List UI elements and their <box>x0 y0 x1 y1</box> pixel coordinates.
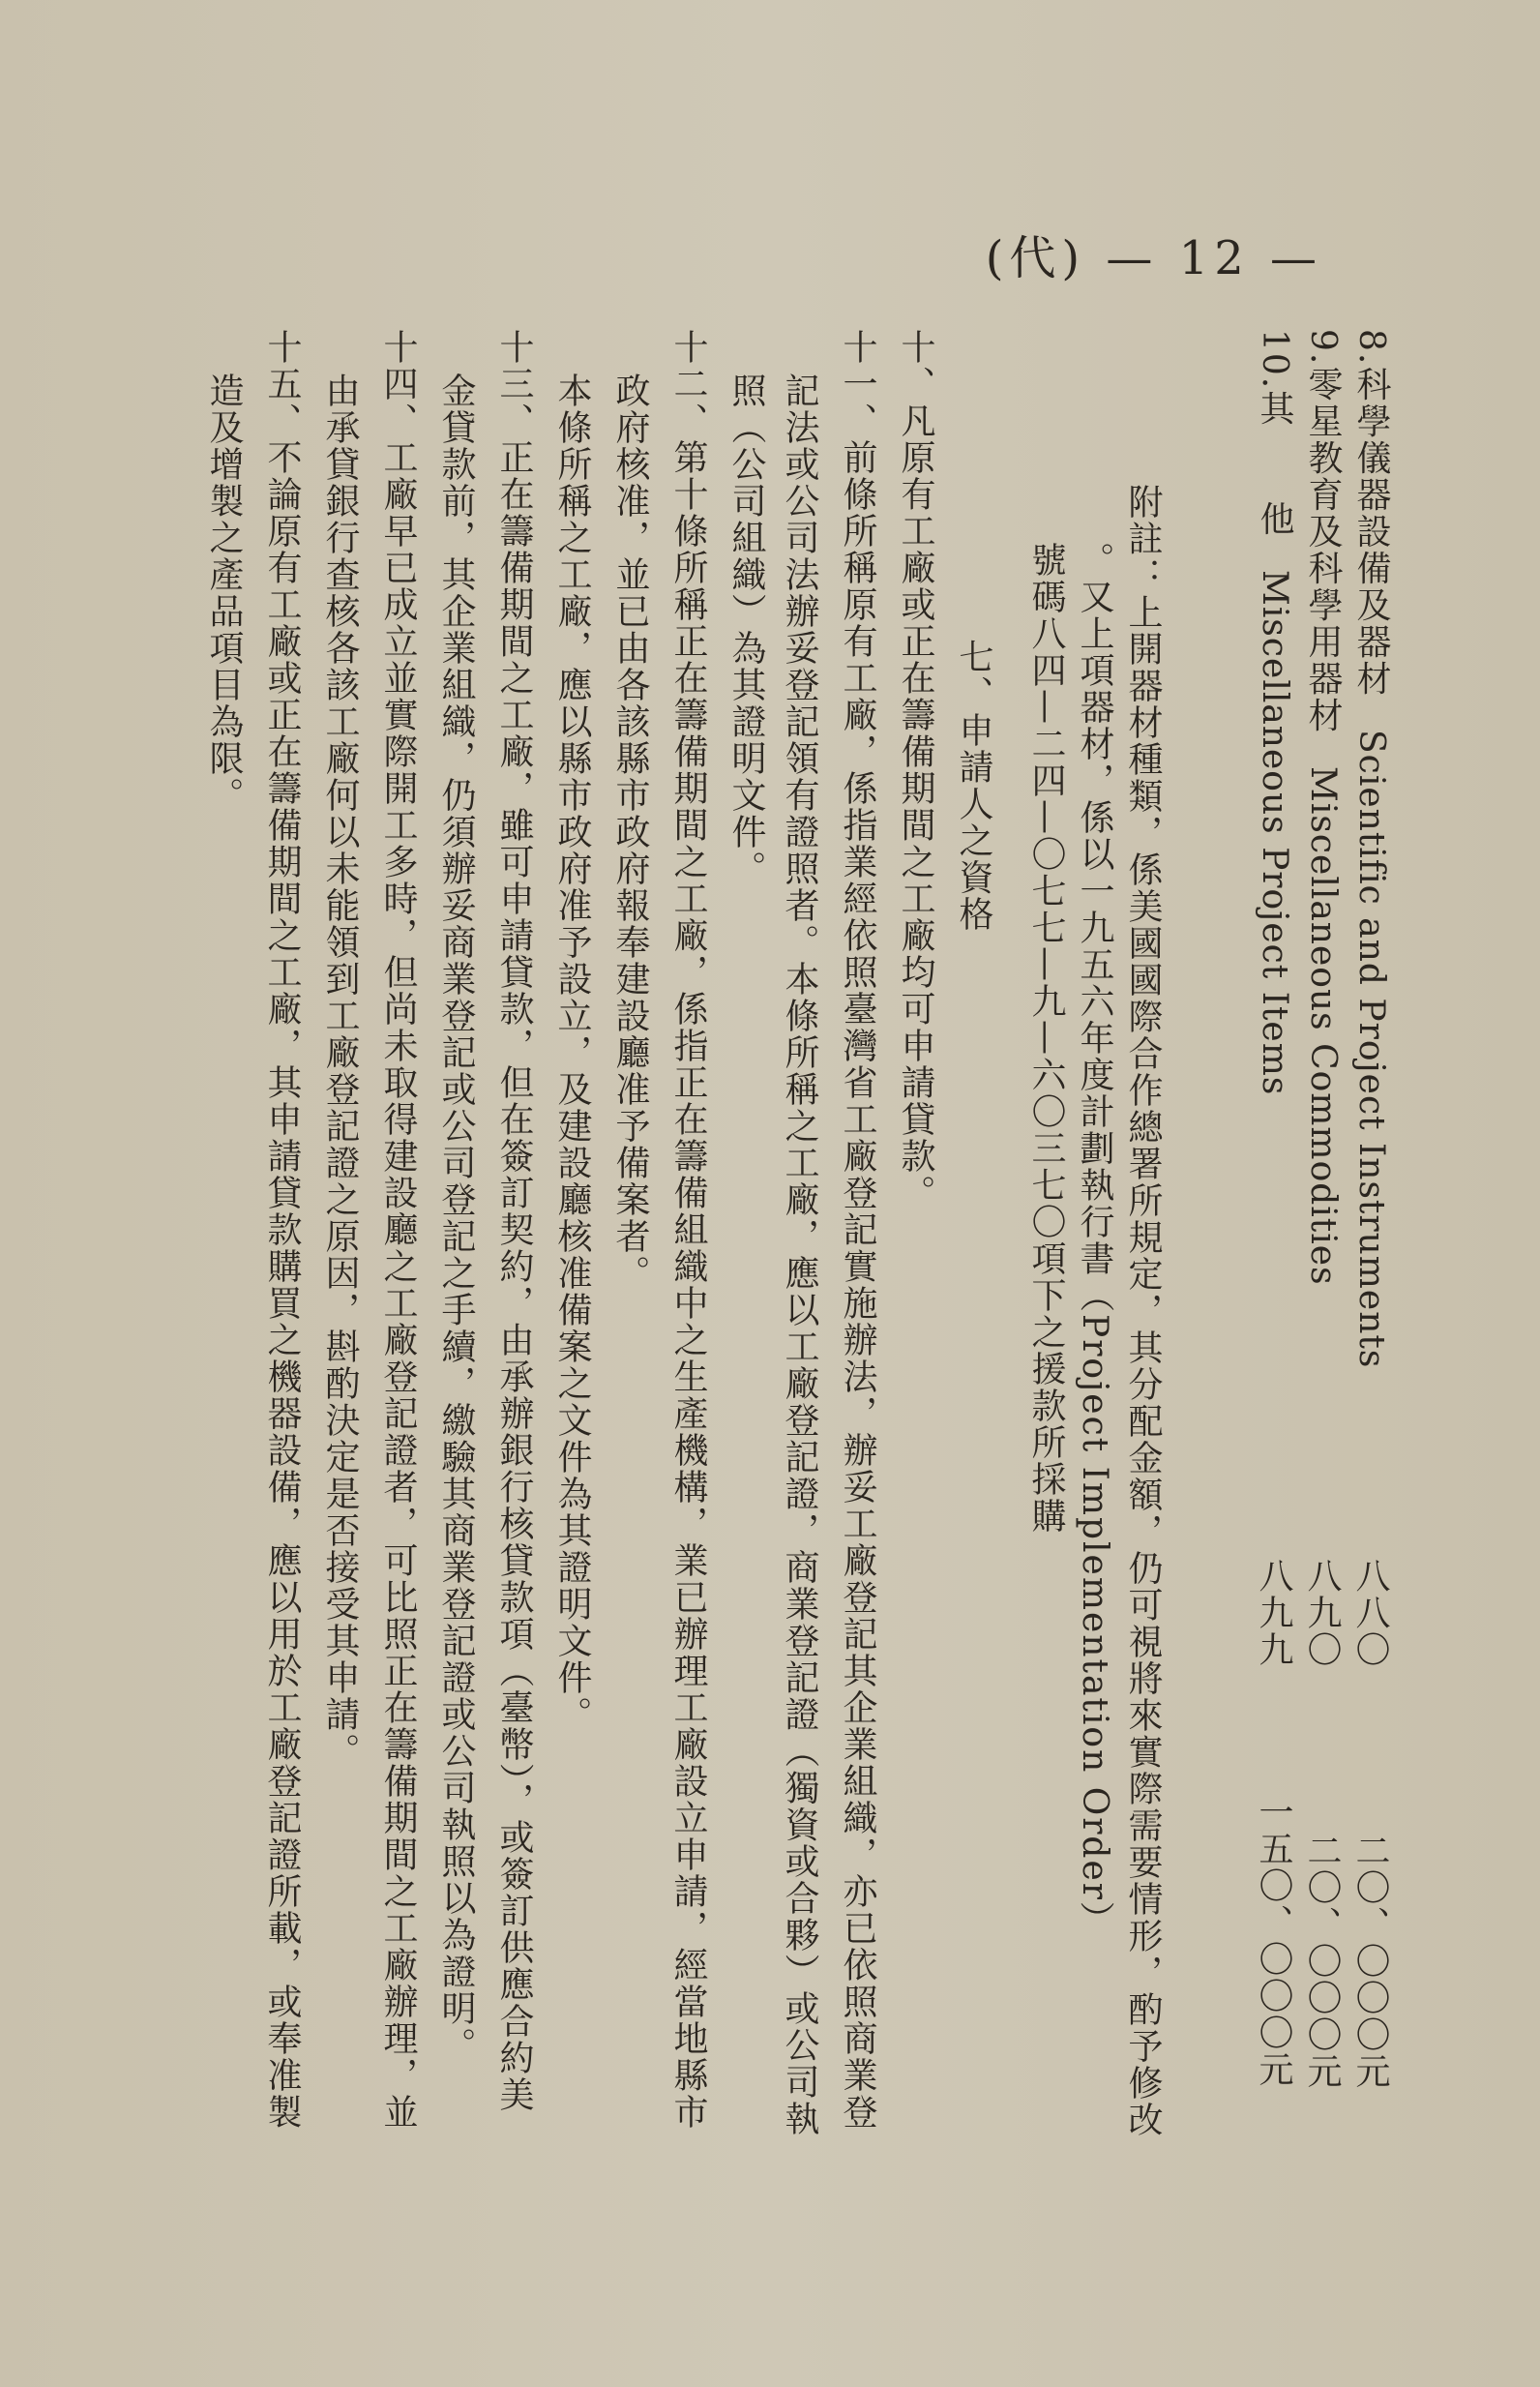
item-label: 8.科學儀器設備及器材 <box>1351 329 1391 698</box>
item-english: Scientific and Project Instruments <box>1351 729 1391 1369</box>
item-amount: 一五〇、〇〇〇元 <box>1254 1794 1293 2088</box>
paragraph-line: 十五、不論原有工廠或正在籌備期間之工廠，其申請貸款購買之機器設備，應以用於工廠登記證所載，或奉准製 <box>262 329 302 2131</box>
section-title: 七、申請人之資格 <box>954 639 993 933</box>
paragraph-line: 十二、第十條所稱正在籌備期間之工廠，係指正在籌備組織中之生產機構，業已辦理工廠設立申請，經當地縣市 <box>668 329 708 2131</box>
item-label: 10.其 他 <box>1255 329 1294 538</box>
item-10 <box>1250 329 1298 1095</box>
item-10-code-amount <box>1249 1558 1298 2088</box>
item-8-code-amount <box>1346 1558 1395 2090</box>
item-code: 八八〇 <box>1350 1558 1390 1668</box>
paragraph-line: 金貸款前，其企業組織，仍須辦妥商業登記或公司登記之手續，繳驗其商業登記證或公司執照以為證明。 <box>436 373 476 2064</box>
paragraph-line: 造及增製之產品項目為限。 <box>204 373 244 814</box>
note-line-2: 。又上項器材，係以一九五六年度計劃執行書（Project Implementation Order） <box>1075 542 1114 1938</box>
item-amount: 二〇、〇〇〇元 <box>1350 1833 1390 2090</box>
item-9 <box>1298 329 1347 1285</box>
note-line-3: 號碼八四—二四—〇七七—九—六〇三七〇項下之援款所採購 <box>1026 542 1066 1535</box>
paragraph-line: 記法或公司法辦妥登記領有證照者。本條所稱之工廠，應以工廠登記證，商業登記證（獨資或合夥）或公司執 <box>780 373 819 2137</box>
paragraph-line: 本條所稱之工廠，應以縣市政府准予設立，及建設廳核准備案之文件為其證明文件。 <box>552 373 592 1733</box>
paragraph-line: 由承貸銀行查核各該工廠何以未能領到工廠登記證之原因，斟酌決定是否接受其申請。 <box>320 373 360 1770</box>
paragraph-line: 十四、工廠早已成立並實際開工多時，但尚未取得建設廳之工廠登記證者，可比照正在籌備期間之工廠辦理，並 <box>378 329 418 2131</box>
paragraph-line: 十一、前條所稱原有工廠，係指業經依照臺灣省工廠登記實施辦法，辦妥工廠登記其企業組織，亦已依照商業登 <box>838 329 877 2131</box>
item-label: 9.零星教育及科學用器材 <box>1303 329 1343 734</box>
note-line-1: 附註：上開器材種類，係美國國際合作總署所規定，其分配金額，仍可視將來實際需要情形，酌予修改 <box>1123 484 1163 2138</box>
item-english: Miscellaneous Commodities <box>1303 765 1343 1286</box>
item-9-code-amount <box>1297 1558 1347 2090</box>
item-code: 八九九 <box>1254 1558 1293 1668</box>
item-english: Miscellaneous Project Items <box>1255 569 1294 1096</box>
page-number: (代) — 12 — <box>985 231 1322 285</box>
item-code: 八九〇 <box>1302 1558 1342 1668</box>
item-8 <box>1347 329 1395 1368</box>
paragraph-line: 政府核准，並已由各該縣市政府報奉建設廳准予備案者。 <box>610 373 650 1292</box>
paragraph-line: 照（公司組織）為其證明文件。 <box>726 373 766 887</box>
item-amount: 二〇、〇〇〇元 <box>1302 1833 1342 2090</box>
paragraph-line: 十、凡原有工廠或正在籌備期間之工廠均可申請貸款。 <box>896 329 935 1211</box>
paragraph-line: 十三、正在籌備期間之工廠，雖可申請貸款，但在簽訂契約，由承辦銀行核貸款項（臺幣），或簽訂供應合約美 <box>494 329 534 2113</box>
